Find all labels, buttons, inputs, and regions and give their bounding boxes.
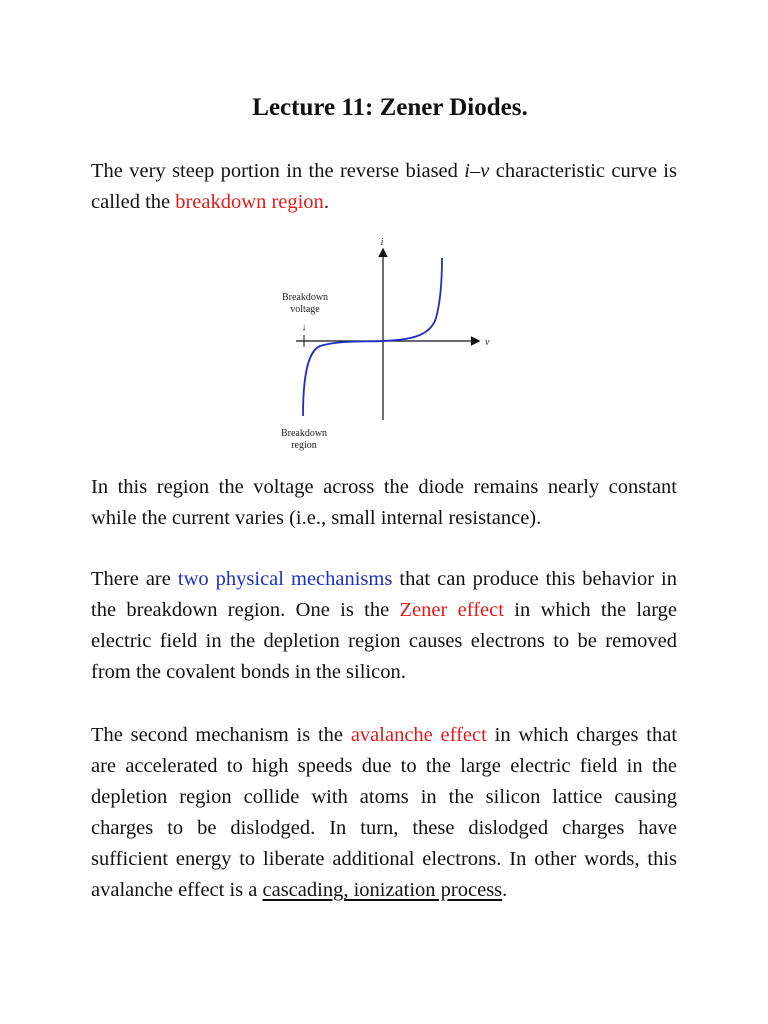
- avalanche-effect-highlight: avalanche effect: [350, 724, 487, 746]
- paragraph-avalanche-text-b: in which charges that are accelerated to high speeds due to the large electric field in the depletion region collide with atoms in the silicon lattice causing charges to be dislodged. In turn, these dislodged charges have sufficient energy to liberate additional electrons. In other words, this avalanche effect is a: [91, 724, 678, 901]
- paragraph-avalanche: [91, 720, 677, 906]
- iv-curve: [303, 258, 442, 416]
- ionization-process-underline: cascading, ionization process: [262, 879, 503, 901]
- paragraph-mechanisms: [91, 564, 677, 688]
- paragraph-intro-italic-i: i: [464, 160, 470, 182]
- breakdown-region-highlight: breakdown region: [175, 191, 324, 213]
- paragraph-intro-text-a: The very steep portion in the reverse biased: [91, 160, 465, 182]
- paragraph-constant-voltage: In this region the voltage across the diode remains nearly constant while the current varies (i.e., small internal resistance).: [91, 476, 677, 529]
- paragraph-avalanche-text-a: The second mechanism is the: [91, 724, 351, 746]
- paragraph-mechanisms-text-b: that can produce this behavior in the breakdown region. One is the: [91, 568, 677, 621]
- breakdown-voltage-label-1: Breakdown: [281, 292, 329, 303]
- paragraph-intro-italic-v: v: [480, 160, 490, 182]
- paragraph-mechanisms-text-a: There are: [91, 568, 178, 590]
- iv-characteristic-figure: [260, 234, 500, 456]
- axis-v-label: v: [485, 337, 490, 348]
- paragraph-intro: [91, 156, 677, 218]
- zener-effect-highlight: Zener effect: [399, 599, 504, 621]
- two-mechanisms-highlight: two physical mechanisms: [177, 568, 393, 590]
- axis-i-label: i: [380, 237, 384, 248]
- paragraph-intro-dash: –: [470, 160, 481, 182]
- breakdown-voltage-label-2: voltage: [290, 304, 320, 315]
- page-title: Lecture 11: Zener Diodes.: [252, 94, 528, 121]
- paragraph-mechanisms-text-c: in which the large electric field in the depletion region causes electrons to be removed from the covalent bonds in the silicon.: [91, 599, 677, 683]
- paragraph-avalanche-text-c: .: [502, 879, 508, 901]
- paragraph-intro-text-c: .: [323, 191, 329, 213]
- breakdown-region-label-2: region: [291, 440, 317, 451]
- breakdown-region-label-1: Breakdown: [280, 428, 328, 439]
- down-arrow-icon: ↓: [301, 322, 307, 333]
- paragraph-intro-text-b: characteristic curve is called the: [91, 160, 677, 213]
